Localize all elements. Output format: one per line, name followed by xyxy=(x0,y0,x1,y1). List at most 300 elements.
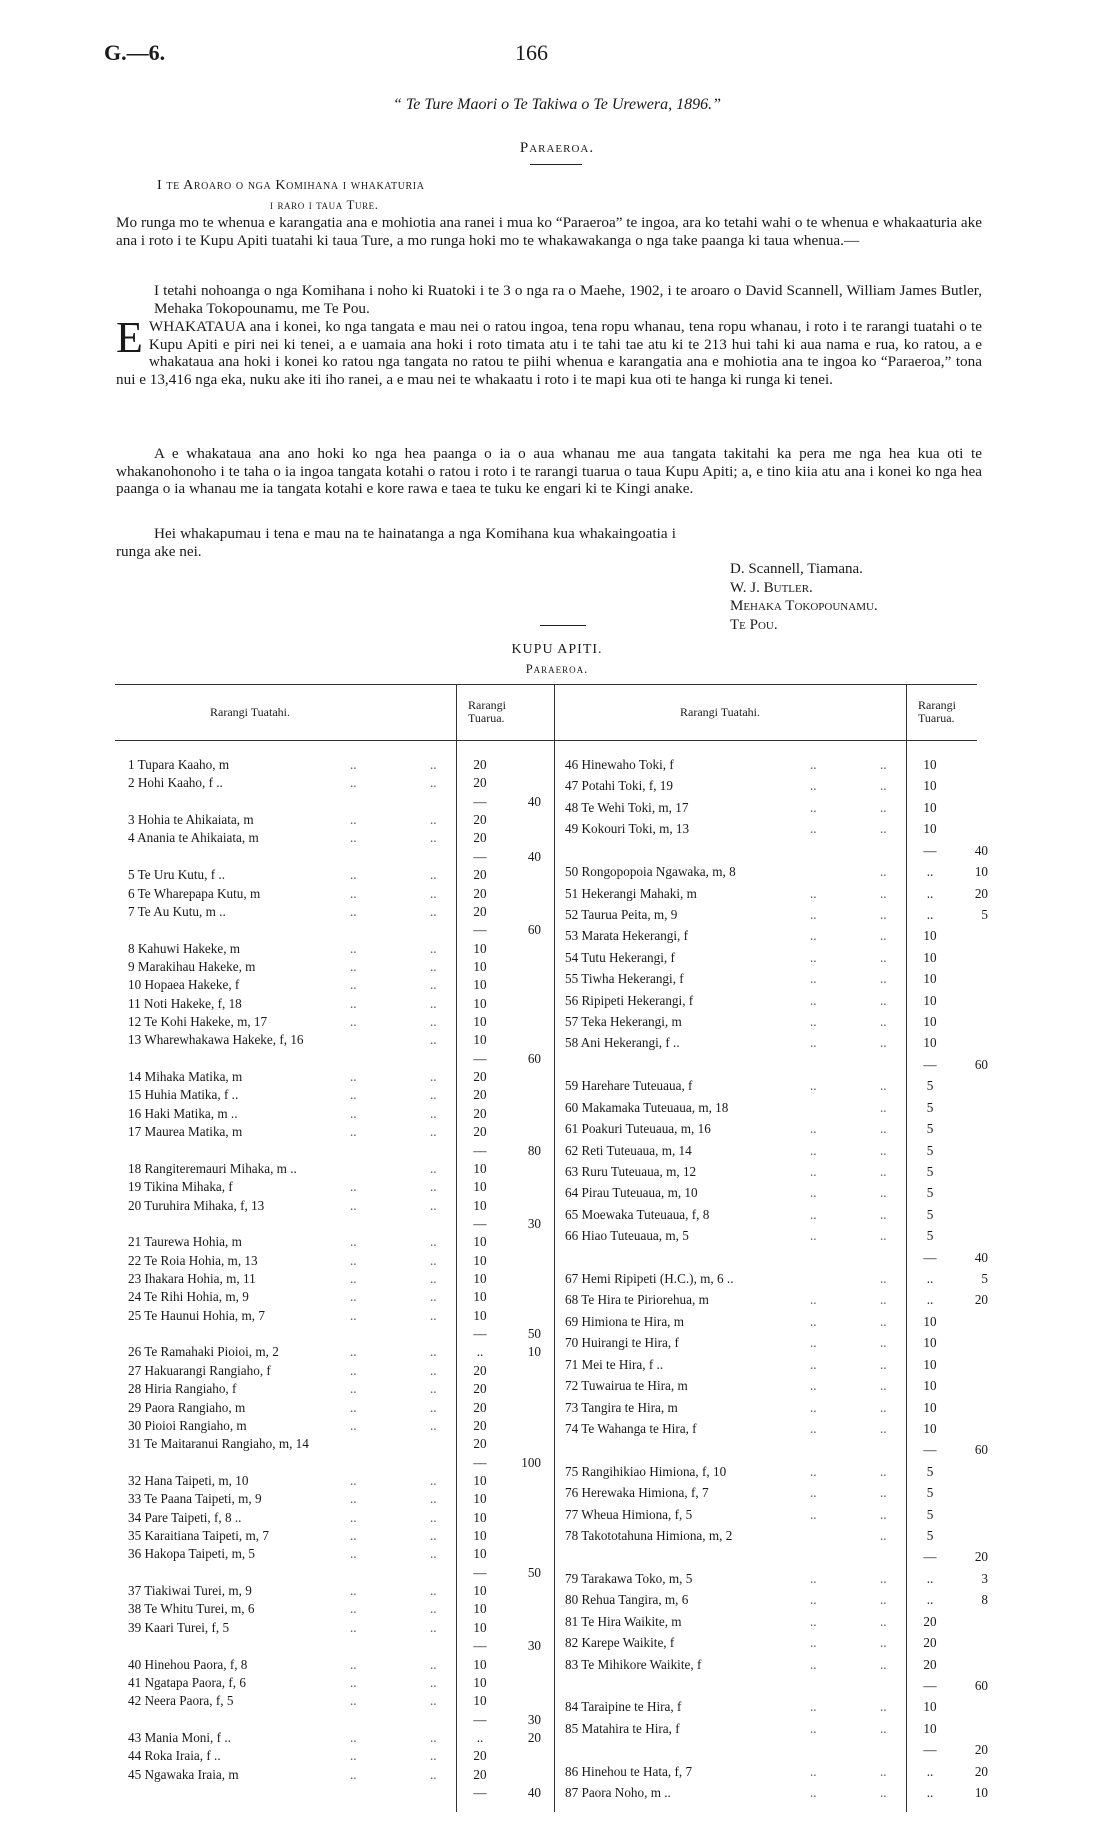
entry-name: 46 Hinewaho Toki, f xyxy=(565,757,674,772)
individual-share: 20 xyxy=(473,1748,487,1764)
entry-name: 1 Tupara Kaaho, m xyxy=(128,757,230,772)
leader-dots: .. xyxy=(430,1197,437,1213)
individual-share: 10 xyxy=(923,1014,937,1029)
individual-share: 10 xyxy=(923,1420,937,1436)
leader-dots: .. xyxy=(350,1271,357,1286)
leader-dots: .. xyxy=(810,1592,817,1608)
individual-share: 10 xyxy=(473,977,487,993)
leader-dots: .. xyxy=(430,1160,437,1176)
individual-share: 5 xyxy=(926,1099,934,1115)
individual-share: 10 xyxy=(473,1674,487,1690)
leader-dots: .. xyxy=(350,1656,357,1672)
leader-dots: .. xyxy=(810,821,817,837)
leader-dots: .. xyxy=(880,1720,887,1736)
individual-share: — xyxy=(923,842,937,858)
individual-share: .. xyxy=(926,1763,934,1779)
group-total: 8 xyxy=(981,1592,988,1608)
entry-name: 68 Te Hira te Piriorehua, m xyxy=(565,1292,709,1308)
entry-name: 25 Te Haunui Hohia, m, 7 xyxy=(128,1307,265,1323)
leader-dots: .. xyxy=(430,977,437,993)
leader-dots: .. xyxy=(880,1592,887,1608)
individual-share: — xyxy=(923,1249,937,1265)
leader-dots: .. xyxy=(430,940,437,956)
leader-dots: .. xyxy=(880,1228,887,1244)
entry-name: 35 Karaitiana Taipeti, m, 7 xyxy=(128,1528,269,1543)
individual-share: 5 xyxy=(926,1528,934,1543)
individual-share: 10 xyxy=(923,992,937,1008)
leader-dots: .. xyxy=(430,1032,437,1048)
individual-share: 10 xyxy=(473,1509,487,1525)
entry-name: 57 Teka Hekerangi, m xyxy=(565,1014,682,1029)
entry-name: 27 Hakuarangi Rangiaho, f xyxy=(128,1362,271,1378)
entry-name: 66 Hiao Tuteuaua, m, 5 xyxy=(565,1228,689,1244)
individual-share: — xyxy=(473,922,487,938)
individual-share: 20 xyxy=(473,830,487,846)
entry-name: 29 Paora Rangiaho, m xyxy=(128,1399,246,1415)
individual-share: 10 xyxy=(923,1335,937,1351)
leader-dots: .. xyxy=(880,1206,887,1222)
individual-share: 10 xyxy=(923,1378,937,1394)
leader-dots: .. xyxy=(430,1601,437,1617)
entry-name: 64 Pirau Tuteuaua, m, 10 xyxy=(565,1185,698,1201)
entry-name: 19 Tikina Mihaka, f xyxy=(128,1179,233,1195)
entry-name: 62 Reti Tuteuaua, m, 14 xyxy=(565,1142,692,1158)
leader-dots: .. xyxy=(350,1124,357,1140)
leader-dots: .. xyxy=(430,1179,437,1195)
entry-name: 86 Hinehou te Hata, f, 7 xyxy=(565,1763,693,1779)
individual-share: 20 xyxy=(473,1417,487,1433)
individual-share: 10 xyxy=(473,1491,487,1507)
leader-dots: .. xyxy=(350,1601,357,1617)
leader-dots: .. xyxy=(810,778,817,794)
entry-name: 15 Huhia Matika, f .. xyxy=(128,1087,239,1103)
leader-dots: .. xyxy=(430,1271,437,1286)
leader-dots: .. xyxy=(810,1763,817,1779)
group-total: 30 xyxy=(527,1638,541,1654)
group-total: 10 xyxy=(527,1344,541,1360)
schedule-subtitle: Paraeroa. xyxy=(525,662,589,676)
entry-name: 70 Huirangi te Hira, f xyxy=(565,1335,679,1351)
entry-name: 16 Haki Matika, m .. xyxy=(128,1105,238,1121)
individual-share: 10 xyxy=(473,1693,487,1709)
leader-dots: .. xyxy=(430,1014,437,1029)
individual-share: .. xyxy=(476,1344,484,1360)
entry-name: 81 Te Hira Waikite, m xyxy=(565,1613,682,1629)
individual-share: — xyxy=(473,1050,487,1066)
entry-name: 42 Neera Paora, f, 5 xyxy=(128,1693,234,1709)
leader-dots: .. xyxy=(810,1570,817,1586)
group-total: 3 xyxy=(981,1570,988,1586)
individual-share: .. xyxy=(926,906,934,922)
leader-dots: .. xyxy=(810,1463,817,1479)
leader-dots: .. xyxy=(880,1014,887,1029)
leader-dots: .. xyxy=(350,1729,357,1745)
entry-name: 17 Maurea Matika, m xyxy=(128,1124,243,1140)
entry-name: 75 Rangihikiao Himiona, f, 10 xyxy=(565,1463,727,1479)
leader-dots: .. xyxy=(880,778,887,794)
leader-dots: .. xyxy=(880,971,887,987)
individual-share: 20 xyxy=(473,775,487,791)
group-total: 10 xyxy=(974,864,988,880)
leader-dots: .. xyxy=(810,1078,817,1094)
entry-name: 73 Tangira te Hira, m xyxy=(565,1399,678,1415)
entry-name: 59 Harehare Tuteuaua, f xyxy=(565,1078,693,1094)
individual-share: 10 xyxy=(473,940,487,956)
leader-dots: .. xyxy=(880,1506,887,1522)
individual-share: 10 xyxy=(923,778,937,794)
individual-share: 10 xyxy=(473,1528,487,1543)
entry-name: 61 Poakuri Tuteuaua, m, 16 xyxy=(565,1121,711,1137)
leader-dots: .. xyxy=(880,1099,887,1115)
individual-share: 10 xyxy=(473,1160,487,1176)
leader-dots: .. xyxy=(880,757,887,772)
leader-dots: .. xyxy=(810,1378,817,1394)
leader-dots: .. xyxy=(810,1656,817,1672)
individual-share: 10 xyxy=(473,1197,487,1213)
leader-dots: .. xyxy=(350,1289,357,1305)
leader-dots: .. xyxy=(430,1491,437,1507)
entry-name: 78 Takototahuna Himiona, m, 2 xyxy=(565,1528,733,1543)
leader-dots: .. xyxy=(350,830,357,846)
leader-dots: .. xyxy=(350,1344,357,1360)
entry-name: 31 Te Maitaranui Rangiaho, m, 14 xyxy=(128,1436,309,1452)
group-total: 20 xyxy=(974,1292,988,1308)
individual-share: 10 xyxy=(473,1472,487,1488)
leader-dots: .. xyxy=(430,995,437,1011)
leader-dots: .. xyxy=(880,799,887,815)
leader-dots: .. xyxy=(810,1313,817,1329)
leader-dots: .. xyxy=(880,1335,887,1351)
table-top-rule xyxy=(115,684,977,685)
individual-share: 20 xyxy=(473,1362,487,1378)
leader-dots: .. xyxy=(880,1356,887,1372)
leader-dots: .. xyxy=(430,1087,437,1103)
drop-cap: E xyxy=(116,313,143,362)
leader-dots: .. xyxy=(880,1485,887,1501)
entry-name: 20 Turuhira Mihaka, f, 13 xyxy=(128,1197,265,1213)
entry-name: 23 Ihakara Hohia, m, 11 xyxy=(128,1271,256,1286)
leader-dots: .. xyxy=(880,1463,887,1479)
leader-dots: .. xyxy=(430,1546,437,1562)
leader-dots: .. xyxy=(350,1546,357,1562)
leader-dots: .. xyxy=(430,1528,437,1543)
individual-share: — xyxy=(473,1454,487,1470)
leader-dots: .. xyxy=(350,775,357,791)
entry-name: 12 Te Kohi Hakeke, m, 17 xyxy=(128,1014,268,1029)
entry-name: 38 Te Whitu Turei, m, 6 xyxy=(128,1601,255,1617)
individual-share: 5 xyxy=(926,1228,934,1244)
individual-share: .. xyxy=(926,885,934,901)
leader-dots: .. xyxy=(350,1674,357,1690)
individual-share: 20 xyxy=(473,812,487,828)
paragraph-order-text: WHAKATAUA ana i konei, ko nga tangata e mau nei o ratou ingoa, tena ropu whanau, tena ropu whanau, i roto i te rarangi tuatahi o te Kupu Apiti e piri nei ki tenei, a e uamaia ana hoki i roto timata atu i te tahi tae atu ki te 213 hui tahi ki aua nama e rua, ko ratou, a e whakataua ana hoki i konei ko ratou nga tangata no ratou te piihi whenua e karangatia ana e mohiotia ana te ingoa ko “Paraeroa,” tona nui e 13,416 nga eka, nuku ake iti iho ranei, a e mau nei te whakaatu i roto i te mapi kua oti te hanga ki runga ki tenei. xyxy=(116,318,982,388)
individual-share: — xyxy=(923,1677,937,1693)
individual-share: 20 xyxy=(473,757,487,772)
individual-share: 10 xyxy=(473,1583,487,1599)
entry-name: 34 Pare Taipeti, f, 8 .. xyxy=(128,1509,242,1525)
leader-dots: .. xyxy=(350,995,357,1011)
individual-share: 10 xyxy=(473,1656,487,1672)
leader-dots: .. xyxy=(880,1185,887,1201)
individual-share: 20 xyxy=(923,1635,937,1651)
individual-share: 10 xyxy=(923,928,937,944)
leader-dots: .. xyxy=(350,1399,357,1415)
leader-dots: .. xyxy=(880,1378,887,1394)
individual-share: .. xyxy=(476,1729,484,1745)
commission-line-2: i raro i taua Ture. xyxy=(270,197,379,212)
leader-dots: .. xyxy=(880,949,887,965)
leader-dots: .. xyxy=(430,903,437,919)
leader-dots: .. xyxy=(350,1197,357,1213)
leader-dots: .. xyxy=(880,906,887,922)
entry-name: 26 Te Ramahaki Pioioi, m, 2 xyxy=(128,1344,279,1360)
leader-dots: .. xyxy=(430,775,437,791)
entry-name: 51 Hekerangi Mahaki, m xyxy=(565,885,697,901)
entry-name: 50 Rongopopoia Ngawaka, m, 8 xyxy=(565,864,736,880)
individual-share: 20 xyxy=(473,885,487,901)
leader-dots: .. xyxy=(350,1619,357,1635)
leader-dots: .. xyxy=(880,1528,887,1543)
entry-name: 33 Te Paana Taipeti, m, 9 xyxy=(128,1491,262,1507)
leader-dots: .. xyxy=(350,1252,357,1268)
individual-share: 10 xyxy=(473,1234,487,1250)
individual-share: 10 xyxy=(923,1313,937,1329)
entry-name: 28 Hiria Rangiaho, f xyxy=(128,1381,237,1397)
individual-share: 20 xyxy=(473,1069,487,1085)
group-total: 50 xyxy=(527,1326,541,1342)
leader-dots: .. xyxy=(880,1656,887,1672)
col-header-tuatahi-left: Rarangi Tuatahi. xyxy=(210,705,290,719)
leader-dots: .. xyxy=(350,1583,357,1599)
entry-name: 76 Herewaka Himiona, f, 7 xyxy=(565,1485,709,1501)
leader-dots: .. xyxy=(880,864,887,880)
signature-1: D. Scannell, Tiamana. xyxy=(730,561,863,577)
leader-dots: .. xyxy=(430,885,437,901)
individual-share: 20 xyxy=(923,1613,937,1629)
leader-dots: .. xyxy=(350,812,357,828)
entry-name: 41 Ngatapa Paora, f, 6 xyxy=(128,1674,246,1690)
leader-dots: .. xyxy=(430,1509,437,1525)
leader-dots: .. xyxy=(810,1613,817,1629)
individual-share: 5 xyxy=(926,1206,934,1222)
group-total: 20 xyxy=(527,1729,541,1745)
leader-dots: .. xyxy=(430,1307,437,1323)
entry-name: 21 Taurewa Hohia, m xyxy=(128,1234,242,1250)
leader-dots: .. xyxy=(430,1748,437,1764)
leader-dots: .. xyxy=(350,1417,357,1433)
leader-dots: .. xyxy=(350,1381,357,1397)
group-total: 20 xyxy=(974,885,988,901)
leader-dots: .. xyxy=(880,1570,887,1586)
individual-share: — xyxy=(473,1638,487,1654)
entry-name: 32 Hana Taipeti, m, 10 xyxy=(128,1472,249,1488)
individual-share: 20 xyxy=(473,1399,487,1415)
table-divider xyxy=(906,684,907,1812)
individual-share: 20 xyxy=(473,1124,487,1140)
leader-dots: .. xyxy=(430,830,437,846)
leader-dots: .. xyxy=(350,1307,357,1323)
entry-name: 72 Tuwairua te Hira, m xyxy=(565,1378,688,1394)
leader-dots: .. xyxy=(430,1234,437,1250)
entry-name: 22 Te Roia Hohia, m, 13 xyxy=(128,1252,258,1268)
leader-dots: .. xyxy=(430,1105,437,1121)
leader-dots: .. xyxy=(810,1228,817,1244)
paragraph-order xyxy=(116,313,982,388)
leader-dots: .. xyxy=(350,1179,357,1195)
leader-dots: .. xyxy=(810,1485,817,1501)
entry-name: 9 Marakihau Hakeke, m xyxy=(128,958,256,974)
entry-name: 84 Taraipine te Hira, f xyxy=(565,1699,682,1715)
leader-dots: .. xyxy=(350,867,357,883)
individual-share: 10 xyxy=(473,1179,487,1195)
leader-dots: .. xyxy=(810,1356,817,1372)
group-total: 60 xyxy=(527,922,541,938)
paragraph-sitting: I tetahi nohoanga o nga Komihana i noho ki Ruatoki i te 3 o nga ra o Maehe, 1902, i te aroaro o David Scannell, William James Butler, Mehaka Tokopounamu, me Te Pou. xyxy=(154,282,982,317)
leader-dots: .. xyxy=(430,1381,437,1397)
individual-share: 5 xyxy=(926,1506,934,1522)
entry-name: 11 Noti Hakeke, f, 18 xyxy=(128,995,242,1011)
individual-share: .. xyxy=(926,1785,934,1800)
group-total: 40 xyxy=(527,1785,541,1800)
individual-share: .. xyxy=(926,864,934,880)
leader-dots: .. xyxy=(880,1292,887,1308)
leader-dots: .. xyxy=(810,1699,817,1715)
leader-dots: .. xyxy=(810,1142,817,1158)
leader-dots: .. xyxy=(430,867,437,883)
entry-name: 13 Wharewhakawa Hakeke, f, 16 xyxy=(128,1032,304,1048)
entry-name: 2 Hohi Kaaho, f .. xyxy=(128,775,223,791)
individual-share: — xyxy=(923,1056,937,1072)
leader-dots: .. xyxy=(810,1335,817,1351)
group-total: 20 xyxy=(974,1742,988,1758)
schedule-title: KUPU APITI. xyxy=(511,642,603,657)
act-title: “ Te Ture Maori o Te Takiwa o Te Urewera, 1896.” xyxy=(392,96,722,113)
group-total: 5 xyxy=(981,906,988,922)
entry-name: 49 Kokouri Toki, m, 13 xyxy=(565,821,690,837)
group-total: 20 xyxy=(974,1549,988,1565)
entry-name: 36 Hakopa Taipeti, m, 5 xyxy=(128,1546,256,1562)
individual-share: 10 xyxy=(473,1289,487,1305)
leader-dots: .. xyxy=(430,1362,437,1378)
individual-share: 5 xyxy=(926,1185,934,1201)
individual-share: 20 xyxy=(473,1087,487,1103)
group-total: 20 xyxy=(974,1763,988,1779)
entry-name: 60 Makamaka Tuteuaua, m, 18 xyxy=(565,1099,729,1115)
group-total: 60 xyxy=(974,1056,988,1072)
individual-share: 10 xyxy=(923,1035,937,1051)
leader-dots: .. xyxy=(430,1289,437,1305)
group-total: 30 xyxy=(527,1711,541,1727)
individual-share: 10 xyxy=(923,949,937,965)
signature-rule xyxy=(540,625,586,626)
leader-dots: .. xyxy=(350,940,357,956)
entry-name: 43 Mania Moni, f .. xyxy=(128,1729,231,1745)
entry-name: 39 Kaari Turei, f, 5 xyxy=(128,1619,230,1635)
individual-share: 10 xyxy=(473,1601,487,1617)
col-header-tuarua-right-b: Tuarua. xyxy=(918,711,955,725)
entry-name: 8 Kahuwi Hakeke, m xyxy=(128,940,241,956)
entry-name: 40 Hinehou Paora, f, 8 xyxy=(128,1656,248,1672)
individual-share: 20 xyxy=(473,903,487,919)
individual-share: — xyxy=(473,1564,487,1580)
col-header-tuarua-left-a: Rarangi xyxy=(468,698,506,712)
individual-share: 10 xyxy=(473,958,487,974)
paragraph-witness: Hei whakapumau i tena e mau na te hainatanga a nga Komihana kua whakaingoatia i runga ake nei. xyxy=(116,525,676,560)
leader-dots: .. xyxy=(350,1069,357,1085)
signature-2: W. J. Butler. xyxy=(730,579,813,596)
table-divider xyxy=(554,684,555,1812)
leader-dots: .. xyxy=(350,1528,357,1543)
leader-dots: .. xyxy=(350,1105,357,1121)
individual-share: 20 xyxy=(473,1105,487,1121)
leader-dots: .. xyxy=(350,1234,357,1250)
entry-name: 63 Ruru Tuteuaua, m, 12 xyxy=(565,1163,697,1179)
entry-name: 82 Karepe Waikite, f xyxy=(565,1635,675,1651)
leader-dots: .. xyxy=(810,906,817,922)
page-number: 166 xyxy=(515,40,548,65)
leader-dots: .. xyxy=(880,992,887,1008)
entry-name: 37 Tiakiwai Turei, m, 9 xyxy=(128,1583,252,1599)
entry-name: 56 Ripipeti Hekerangi, f xyxy=(565,992,694,1008)
individual-share: .. xyxy=(926,1271,934,1286)
col-header-tuarua-right-a: Rarangi xyxy=(918,698,956,712)
individual-share: 10 xyxy=(923,799,937,815)
leader-dots: .. xyxy=(810,1121,817,1137)
group-total: 40 xyxy=(974,1249,988,1265)
individual-share: 10 xyxy=(923,1720,937,1736)
individual-share: 10 xyxy=(923,1356,937,1372)
leader-dots: .. xyxy=(810,949,817,965)
entry-name: 54 Tutu Hekerangi, f xyxy=(565,949,675,965)
col-header-tuatahi-right: Rarangi Tuatahi. xyxy=(680,705,760,719)
leader-dots: .. xyxy=(880,1313,887,1329)
leader-dots: .. xyxy=(880,1699,887,1715)
individual-share: 10 xyxy=(473,1546,487,1562)
individual-share: 10 xyxy=(473,1032,487,1048)
entry-name: 30 Pioioi Rangiaho, m xyxy=(128,1417,247,1433)
leader-dots: .. xyxy=(430,1674,437,1690)
entry-name: 45 Ngawaka Iraia, m xyxy=(128,1766,239,1782)
table-header-rule xyxy=(115,740,977,741)
individual-share: 10 xyxy=(923,757,937,772)
leader-dots: .. xyxy=(880,1399,887,1415)
entry-name: 18 Rangiteremauri Mihaka, m .. xyxy=(128,1160,297,1176)
leader-dots: .. xyxy=(430,1399,437,1415)
entry-name: 74 Te Wahanga te Hira, f xyxy=(565,1420,697,1436)
group-total: 40 xyxy=(527,793,541,809)
individual-share: .. xyxy=(926,1292,934,1308)
individual-share: 5 xyxy=(926,1078,934,1094)
leader-dots: .. xyxy=(350,1491,357,1507)
leader-dots: .. xyxy=(430,1583,437,1599)
leader-dots: .. xyxy=(880,1613,887,1629)
leader-dots: .. xyxy=(880,1271,887,1286)
leader-dots: .. xyxy=(430,1619,437,1635)
leader-dots: .. xyxy=(880,821,887,837)
individual-share: 20 xyxy=(923,1656,937,1672)
leader-dots: .. xyxy=(430,1766,437,1782)
leader-dots: .. xyxy=(810,799,817,815)
individual-share: 10 xyxy=(923,971,937,987)
leader-dots: .. xyxy=(350,1087,357,1103)
signatures xyxy=(730,560,878,634)
leader-dots: .. xyxy=(350,958,357,974)
individual-share: 10 xyxy=(923,1699,937,1715)
group-total: 60 xyxy=(974,1442,988,1458)
leader-dots: .. xyxy=(350,1509,357,1525)
col-header-tuarua-left-b: Tuarua. xyxy=(468,711,505,725)
leader-dots: .. xyxy=(810,1720,817,1736)
